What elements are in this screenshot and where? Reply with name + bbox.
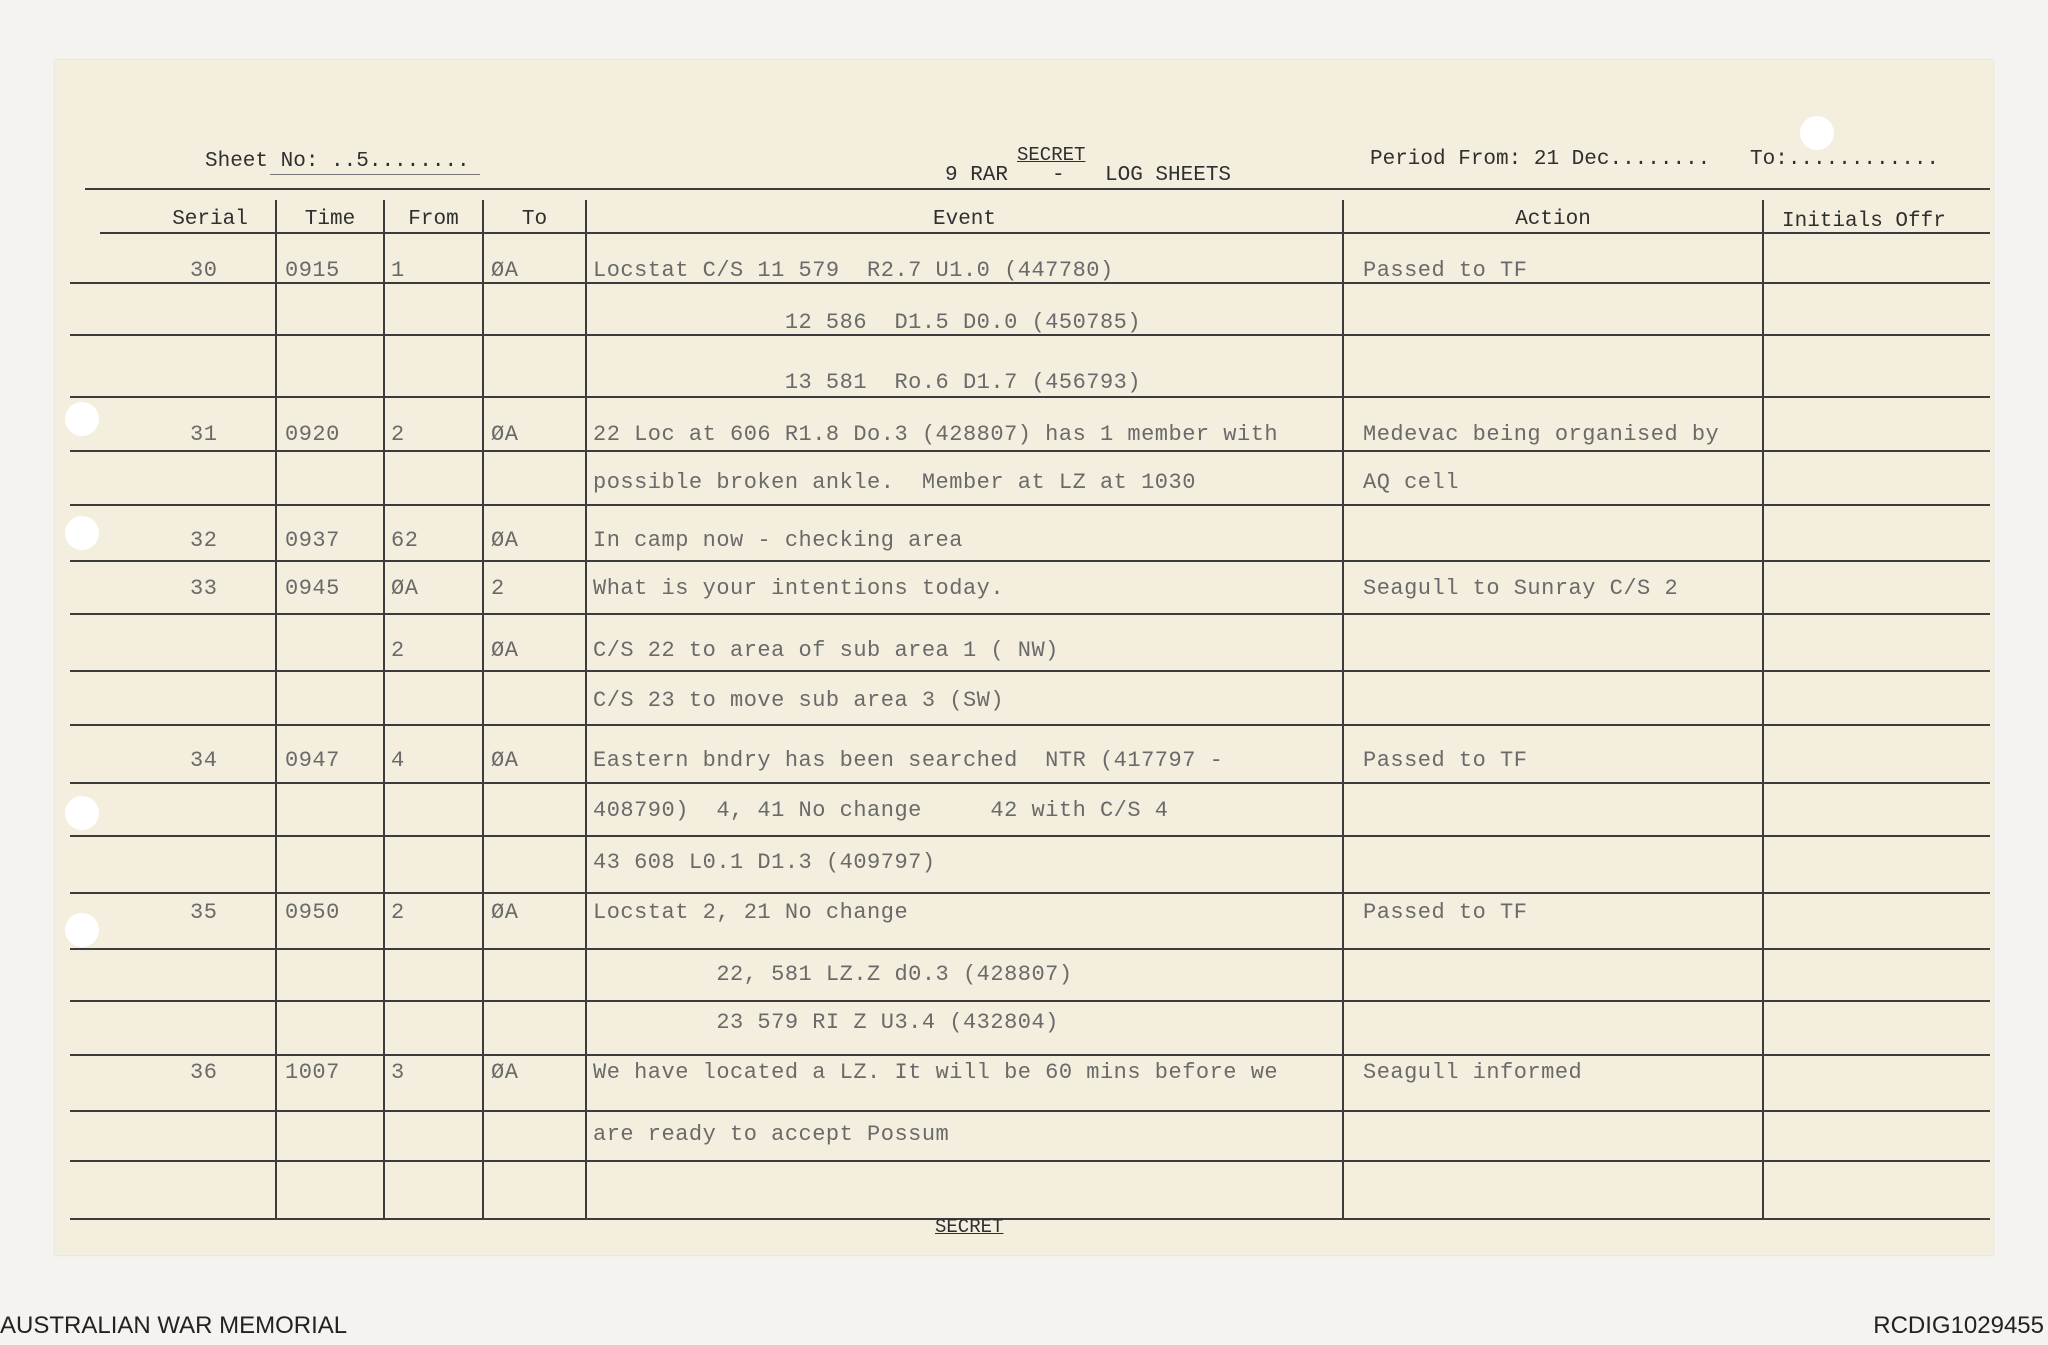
row-line	[70, 835, 1990, 837]
event-cell: We have located a LZ. It will be 60 mins before we	[593, 1060, 1279, 1085]
archive-credit: AUSTRALIAN WAR MEMORIAL	[0, 1312, 348, 1339]
column-divider	[1762, 200, 1764, 1218]
column-header-to: To	[521, 208, 548, 231]
serial-cell: 34	[190, 748, 218, 773]
row-line	[70, 1000, 1990, 1002]
event-cell: Eastern bndry has been searched NTR (417797 -	[593, 748, 1224, 773]
time-cell: 0937	[285, 528, 340, 553]
table-bottom-line	[70, 1218, 1990, 1220]
action-cell: Passed to TF	[1363, 258, 1528, 283]
column-divider	[482, 200, 484, 1218]
row-line	[70, 504, 1990, 506]
from-cell: 62	[391, 528, 419, 553]
row-line	[70, 1110, 1990, 1112]
column-divider	[383, 200, 385, 1218]
row-line	[70, 670, 1990, 672]
period-from: Period From: 21 Dec........	[1370, 148, 1711, 171]
column-header-serial: Serial	[172, 208, 248, 231]
event-cell: 43 608 L0.1 D1.3 (409797)	[593, 850, 936, 875]
action-cell: Passed to TF	[1363, 748, 1528, 773]
row-line	[70, 892, 1990, 894]
event-cell: 13 581 Ro.6 D1.7 (456793)	[593, 370, 1142, 395]
row-line	[70, 1054, 1990, 1056]
row-line	[70, 1160, 1990, 1162]
from-cell: 1	[391, 258, 405, 283]
log-title: LOG SHEETS	[1105, 164, 1232, 187]
time-cell: 0915	[285, 258, 340, 283]
classification-top: SECRET	[1017, 144, 1086, 166]
event-cell: Locstat C/S 11 579 R2.7 U1.0 (447780)	[593, 258, 1114, 283]
row-line	[70, 450, 1990, 452]
sheet-number: Sheet No: ..5........	[205, 150, 470, 173]
column-divider	[275, 200, 277, 1218]
to-cell: 2	[491, 576, 505, 601]
event-cell: 12 586 D1.5 D0.0 (450785)	[593, 310, 1142, 335]
column-header-action: Action	[1515, 208, 1591, 231]
row-line	[70, 560, 1990, 562]
unit-name: 9 RAR	[945, 164, 1009, 187]
column-header-from: From	[408, 208, 459, 231]
period-to: To:............	[1750, 148, 1940, 171]
action-cell: Medevac being organised by	[1363, 422, 1720, 447]
serial-cell: 35	[190, 900, 218, 925]
record-id: RCDIG1029455	[1873, 1312, 2044, 1339]
time-cell: 0920	[285, 422, 340, 447]
serial-cell: 33	[190, 576, 218, 601]
serial-cell: 30	[190, 258, 218, 283]
column-divider	[1342, 200, 1344, 1218]
column-header-event: Event	[932, 208, 996, 231]
time-cell: 1007	[285, 1060, 340, 1085]
event-cell: are ready to accept Possum	[593, 1122, 950, 1147]
from-cell: 4	[391, 748, 405, 773]
event-cell: C/S 22 to area of sub area 1 ( NW)	[593, 638, 1059, 663]
title-dash: -	[1052, 164, 1065, 187]
to-cell: ØA	[491, 528, 519, 553]
row-line	[70, 396, 1990, 398]
to-cell: ØA	[491, 1060, 519, 1085]
to-cell: ØA	[491, 258, 519, 283]
event-cell: 22, 581 LZ.Z d0.3 (428807)	[593, 962, 1073, 987]
row-line	[70, 782, 1990, 784]
event-cell: 408790) 4, 41 No change 42 with C/S 4	[593, 798, 1169, 823]
to-cell: ØA	[491, 638, 519, 663]
time-cell: 0947	[285, 748, 340, 773]
action-cell: AQ cell	[1363, 470, 1459, 495]
event-cell: Locstat 2, 21 No change	[593, 900, 909, 925]
row-line	[70, 613, 1990, 615]
column-divider	[585, 200, 587, 1218]
from-cell: 2	[391, 422, 405, 447]
event-cell: 23 579 RI Z U3.4 (432804)	[593, 1010, 1059, 1035]
serial-cell: 32	[190, 528, 218, 553]
from-cell: 3	[391, 1060, 405, 1085]
from-cell: 2	[391, 900, 405, 925]
event-cell: What is your intentions today.	[593, 576, 1005, 601]
event-cell: In camp now - checking area	[593, 528, 963, 553]
row-line	[70, 948, 1990, 950]
action-cell: Seagull to Sunray C/S 2	[1363, 576, 1679, 601]
event-cell: possible broken ankle. Member at LZ at 1030	[593, 470, 1196, 495]
to-cell: ØA	[491, 900, 519, 925]
sheet-underline	[270, 174, 480, 175]
punch-hole	[1800, 116, 1834, 150]
serial-cell: 36	[190, 1060, 218, 1085]
header-top-line	[85, 188, 1990, 190]
from-cell: 2	[391, 638, 405, 663]
log-sheet-paper	[55, 60, 1993, 1255]
punch-hole	[65, 516, 99, 550]
punch-hole	[65, 913, 99, 947]
row-line	[70, 724, 1990, 726]
classification-bottom: SECRET	[935, 1216, 1004, 1238]
event-cell: 22 Loc at 606 R1.8 Do.3 (428807) has 1 member with	[593, 422, 1279, 447]
from-cell: ØA	[391, 576, 419, 601]
time-cell: 0950	[285, 900, 340, 925]
column-header-time: Time	[304, 208, 356, 231]
action-cell: Seagull informed	[1363, 1060, 1583, 1085]
event-cell: C/S 23 to move sub area 3 (SW)	[593, 688, 1005, 713]
column-header-initials: Initials Offr	[1782, 210, 1946, 233]
punch-hole	[65, 402, 99, 436]
time-cell: 0945	[285, 576, 340, 601]
to-cell: ØA	[491, 422, 519, 447]
punch-hole	[65, 796, 99, 830]
action-cell: Passed to TF	[1363, 900, 1528, 925]
to-cell: ØA	[491, 748, 519, 773]
serial-cell: 31	[190, 422, 218, 447]
